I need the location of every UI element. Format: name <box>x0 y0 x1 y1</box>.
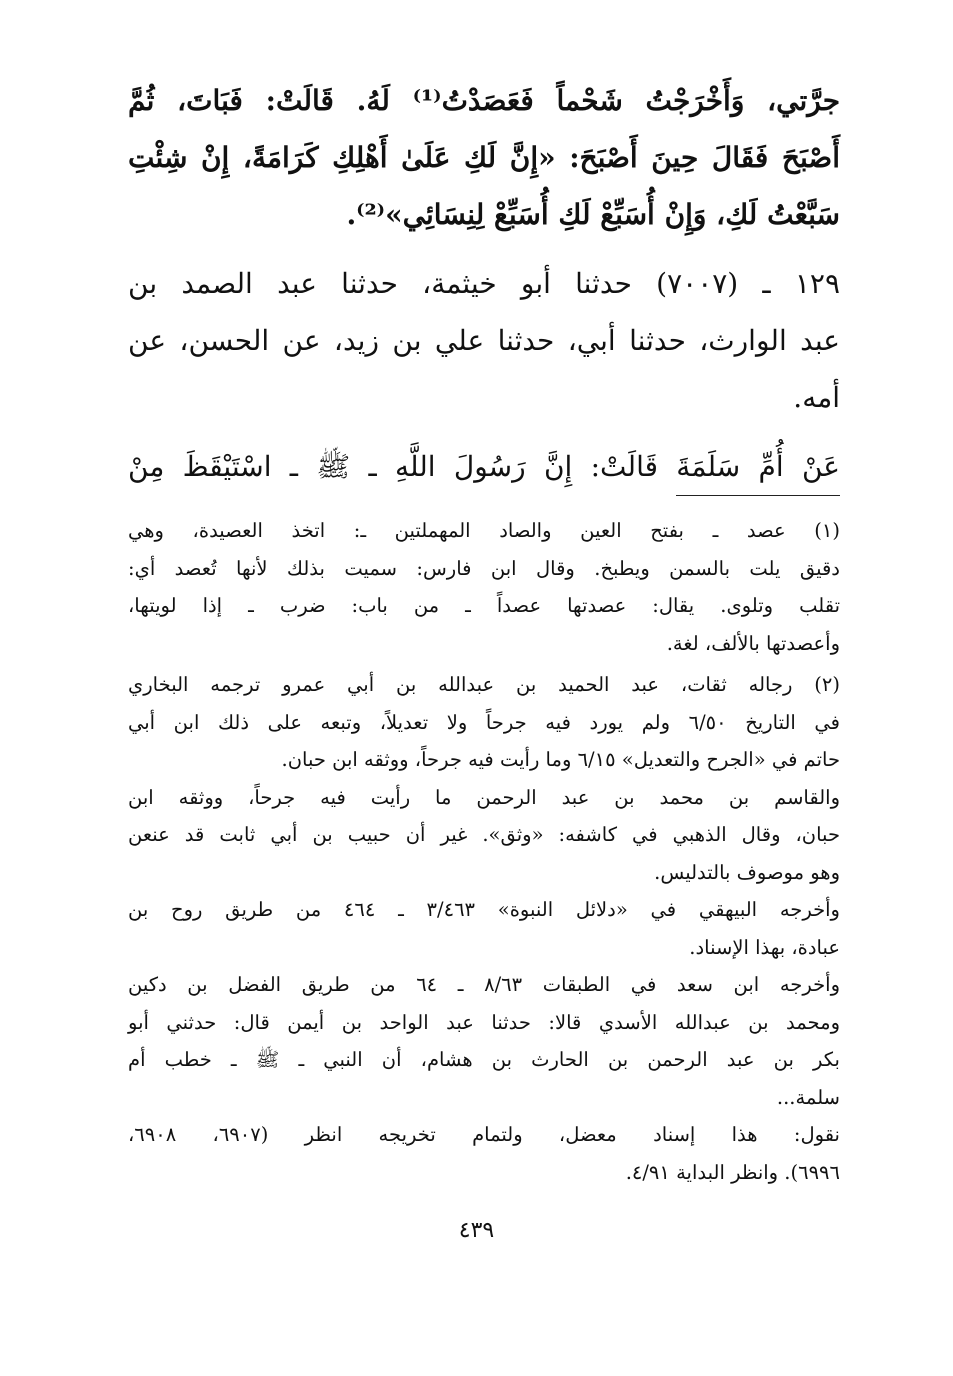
text-line: ١٢٩ ـ (٧٠٠٧) حدثنا أبو خيثمة، حدثنا عبد الصمد بن <box>128 267 841 300</box>
text-line: سَبَّعْتُ لَكِ، وَإِنْ أُسَبِّعْ لَكِ أُسَبِّعْ لِنِسَائِي»⁽²⁾. <box>346 198 840 231</box>
text-line: عَنْ أُمِّ سَلَمَةَ قَالَتْ: إِنَّ رَسُولَ اللَّهِ ـ ﷺ ـ اسْتَيْقَظَ مِنْ <box>128 450 840 483</box>
footnote-line: بكر بن عبد الرحمن بن الحارث بن هشام، أن النبي ـ ﷺ ـ خطب أم <box>128 1048 840 1071</box>
footnote-line: ٦٩٩٦). وانظر البداية ٤/٩١. <box>625 1160 840 1184</box>
footnote-line: وأخرجه ابن سعد في الطبقات ٨/٦٣ ـ ٦٤ من طريق الفضل بن دكين <box>128 973 840 996</box>
footnote-line: (١) عصد ـ بفتح العين والصاد المهملتين ـ: اتخذ العصيدة، وهي <box>128 519 840 542</box>
footnote-1 <box>128 512 840 662</box>
footnotes <box>128 512 840 1191</box>
footnote-line: دقيق يلت بالسمن ويطبخ. وقال ابن فارس: سميت بذلك لأنها تُعصد أي: <box>128 556 840 580</box>
footnote-line: وأخرجه البيهقي في «دلائل النبوة» ٣/٤٦٣ ـ ٤٦٤ من طريق روح بن <box>128 898 840 921</box>
text-line: جرَّتي، وَأَخْرَجْتُ شَحْماً فَعَصَدْتُ⁽¹⁾ لَهُ. قَالَتْ: فَبَاتَ، ثُمَّ <box>128 84 840 117</box>
footnote-separator <box>676 495 840 496</box>
footnote-line: في التاريخ ٦/٥٠ ولم يورد فيه جرحاً ولا تعديلاً، وتبعه على ذلك ابن أبي <box>128 710 840 734</box>
footnote-line: عبادة، بهذا الإسناد. <box>689 935 840 959</box>
footnote-line: حبان، وقال الذهبي في كاشفه: «وثق». غير أن حبيب بن أبي ثابت قد عنعن <box>128 823 840 846</box>
text-line: أمه. <box>793 381 840 414</box>
main-text <box>128 72 840 495</box>
footnote-2 <box>128 666 840 779</box>
footnote-2-cont-c <box>128 966 840 1116</box>
text-line: عبد الوارث، حدثنا أبي، حدثنا علي بن زيد، عن الحسن، عن <box>128 324 840 357</box>
quoted-text-block <box>128 72 840 243</box>
footnote-line: ومحمد بن عبدالله الأسدي قالا: حدثنا عبد الواحد بن أيمن قال: حدثني أبو <box>128 1010 840 1034</box>
hadith-matn <box>128 438 840 495</box>
footnote-2-cont-d <box>128 1116 840 1191</box>
text-line: أَصْبَحَ فَقَالَ حِينَ أَصْبَحَ: «إِنَّ لَكِ عَلَىٰ أَهْلِكِ كَرَامَةً، إِنْ شِئْتِ <box>128 141 840 174</box>
footnote-line: تقلب وتلوى. يقال: عصدتها عصداً ـ من باب: ضرب ـ إذا لويتها، <box>128 594 840 617</box>
page-number: ٤٣٩ <box>458 1218 495 1243</box>
footnote-2-cont-b <box>128 891 840 966</box>
hadith-isnad <box>128 255 840 426</box>
footnote-2-cont-a <box>128 779 840 892</box>
footnote-line: وأعصدتها بالألف، لغة. <box>666 631 840 655</box>
footnote-line: (٢) رجاله ثقات، عبد الحميد بن عبدالله بن أبي عمرو ترجمه البخاري <box>128 673 840 696</box>
footnote-line: حاتم في «الجرح والتعديل» ٦/١٥ وما رأيت فيه جرحاً، ووثقه ابن حبان. <box>281 748 840 771</box>
footnote-line: وهو موصوف بالتدليس. <box>654 860 840 884</box>
footnote-line: والقاسم بن محمد بن عبد الرحمن ما رأيت فيه جرحاً، ووثقه ابن <box>128 785 840 809</box>
footnote-line: سلمة... <box>776 1085 840 1109</box>
footnote-line: نقول: هذا إسناد معضل، ولتمام تخريجه انظر (٦٩٠٧، ٦٩٠٨، <box>128 1123 840 1146</box>
